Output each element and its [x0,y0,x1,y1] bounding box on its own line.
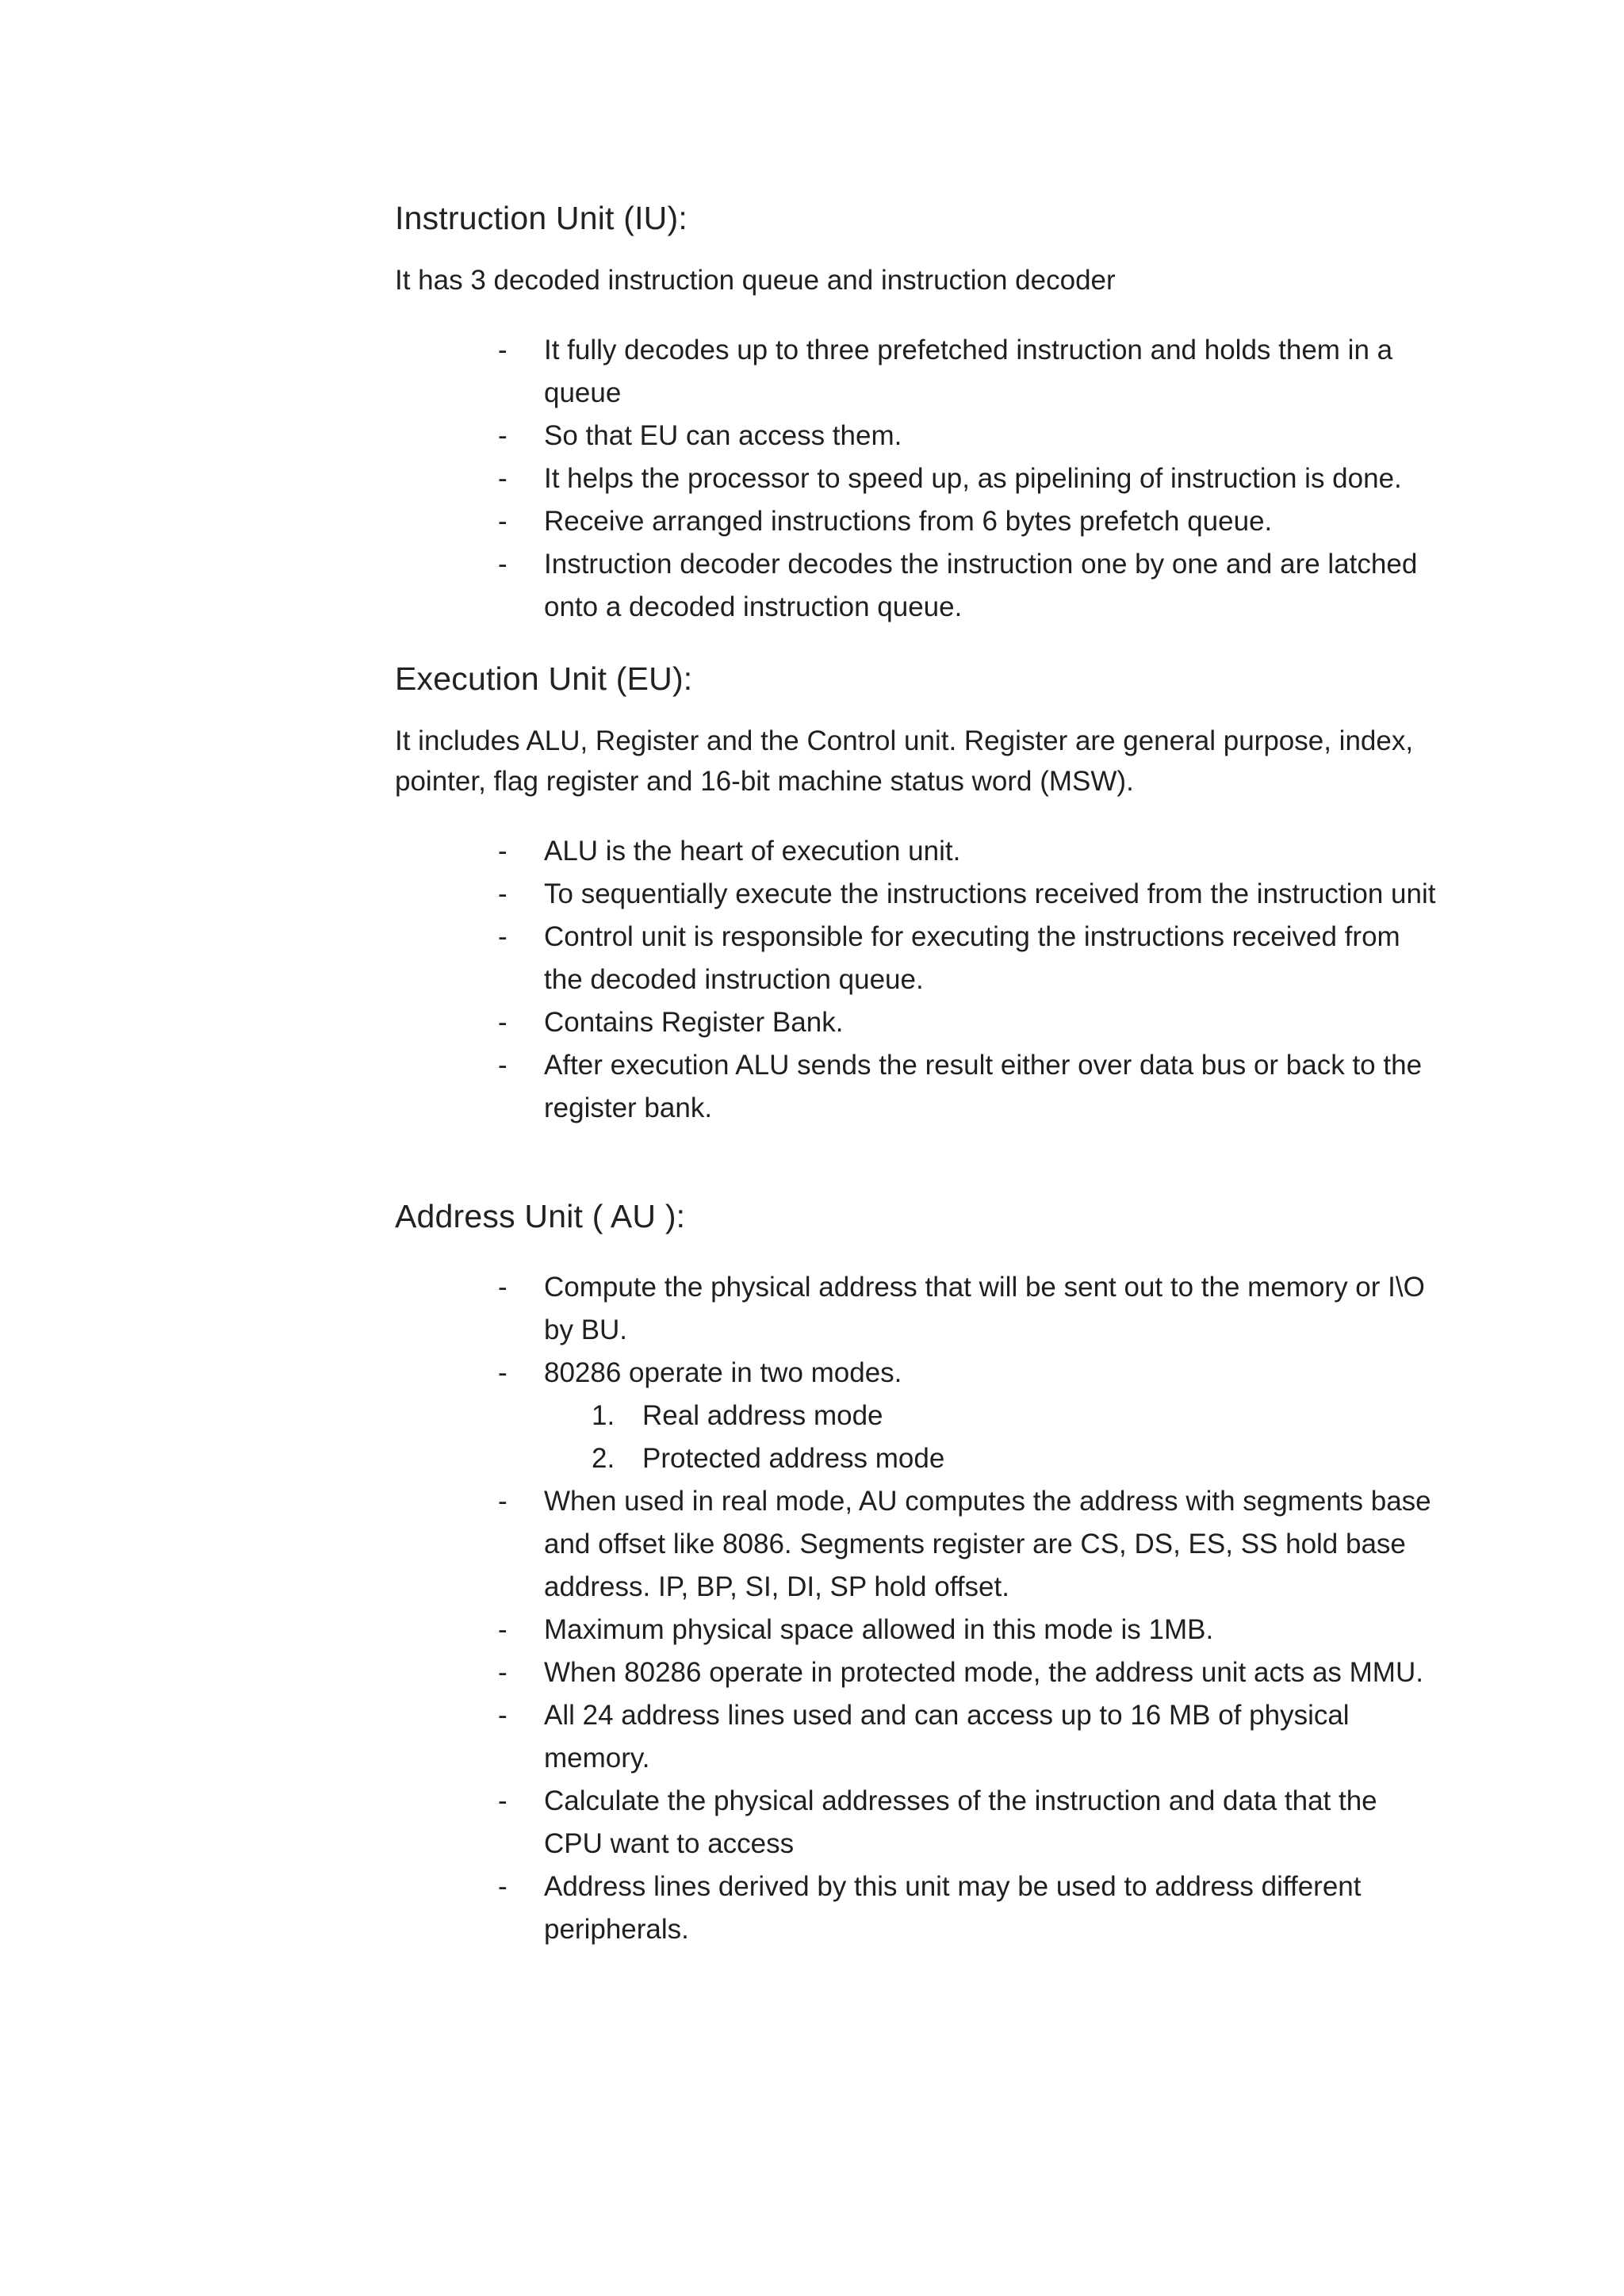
list-item-text: Compute the physical address that will be sent out to the memory or I\O by BU. [544,1272,1425,1345]
dash-marker: - [498,1357,508,1388]
list-item [395,1266,1442,1352]
list-item-text: To sequentially execute the instructions received from the instruction unit [544,878,1436,909]
list-item [395,1480,1442,1609]
mode-number: 2. [592,1443,615,1474]
list-item-text: Contains Register Bank. [544,1007,844,1038]
mode-text: Protected address mode [642,1443,945,1474]
list-item-text: Control unit is responsible for executing the instructions received from the decoded instruction queue. [544,921,1400,995]
list-item [395,1651,1442,1694]
list-item [395,1694,1442,1780]
dash-marker: - [498,1785,508,1816]
list-item [395,1044,1442,1130]
section-instruction-unit [395,197,1442,629]
mode-item [395,1437,1442,1480]
list-item-text: After execution ALU sends the result either over data bus or back to the register bank. [544,1050,1423,1123]
list-item [395,415,1442,457]
list-item-text: All 24 address lines used and can access up to 16 MB of physical memory. [544,1700,1350,1774]
list-item [395,329,1442,415]
dash-marker: - [498,463,508,494]
list-item [395,916,1442,1001]
section-heading: Address Unit ( AU ): [395,1198,686,1234]
dash-marker: - [498,506,508,537]
document-content [395,197,1442,1951]
list-item [395,830,1442,873]
list-item [395,1352,1442,1395]
mode-text: Real address mode [642,1400,883,1431]
dash-marker: - [498,1050,508,1081]
dash-marker: - [498,1871,508,1902]
section-heading: Execution Unit (EU): [395,660,693,697]
mode-item [395,1395,1442,1437]
list-item-text: So that EU can access them. [544,420,902,451]
list-item-text: Instruction decoder decodes the instruction one by one and are latched onto a decoded instruction queue. [544,549,1418,622]
bullet-list [395,1480,1442,1951]
mode-number: 1. [592,1400,615,1431]
bullet-list [395,329,1442,629]
list-item [395,1609,1442,1651]
list-item-text: It fully decodes up to three prefetched instruction and holds them in a queue [544,335,1393,408]
list-item [395,1780,1442,1866]
section-intro: It has 3 decoded instruction queue and instruction decoder [395,265,1116,296]
section-address-unit [395,1195,1442,1951]
dash-marker: - [498,1657,508,1688]
dash-marker: - [498,1700,508,1731]
list-item [395,457,1442,500]
section-heading: Instruction Unit (IU): [395,200,688,236]
dash-marker: - [498,1614,508,1645]
list-item [395,500,1442,543]
dash-marker: - [498,420,508,451]
list-item-text: 80286 operate in two modes. [544,1357,902,1388]
dash-marker: - [498,836,508,867]
list-item [395,873,1442,916]
mode-list [395,1395,1442,1480]
list-item-text: Address lines derived by this unit may be used to address different peripherals. [544,1871,1362,1945]
list-item-text: When used in real mode, AU computes the address with segments base and offset like 8086. Segments register are CS, DS, ES, SS hold base address. IP, BP, SI, DI, SP hold offset. [544,1486,1431,1602]
dash-marker: - [498,1486,508,1517]
dash-marker: - [498,335,508,365]
list-item [395,543,1442,629]
dash-marker: - [498,921,508,952]
list-item-text: Calculate the physical addresses of the instruction and data that the CPU want to access [544,1785,1377,1859]
dash-marker: - [498,549,508,580]
list-item-text: Receive arranged instructions from 6 bytes prefetch queue. [544,506,1273,537]
section-intro: It includes ALU, Register and the Control unit. Register are general purpose, index, pointer, flag register and 16-bit machine status word (MSW). [395,725,1414,797]
bullet-list [395,1266,1442,1395]
list-item [395,1001,1442,1044]
dash-marker: - [498,878,508,909]
bullet-list [395,830,1442,1130]
section-execution-unit [395,657,1442,1130]
list-item-text: It helps the processor to speed up, as pipelining of instruction is done. [544,463,1402,494]
dash-marker: - [498,1007,508,1038]
dash-marker: - [498,1272,508,1303]
list-item-text: ALU is the heart of execution unit. [544,836,961,867]
list-item-text: When 80286 operate in protected mode, the address unit acts as MMU. [544,1657,1423,1688]
list-item-text: Maximum physical space allowed in this mode is 1MB. [544,1614,1214,1645]
list-item [395,1866,1442,1951]
